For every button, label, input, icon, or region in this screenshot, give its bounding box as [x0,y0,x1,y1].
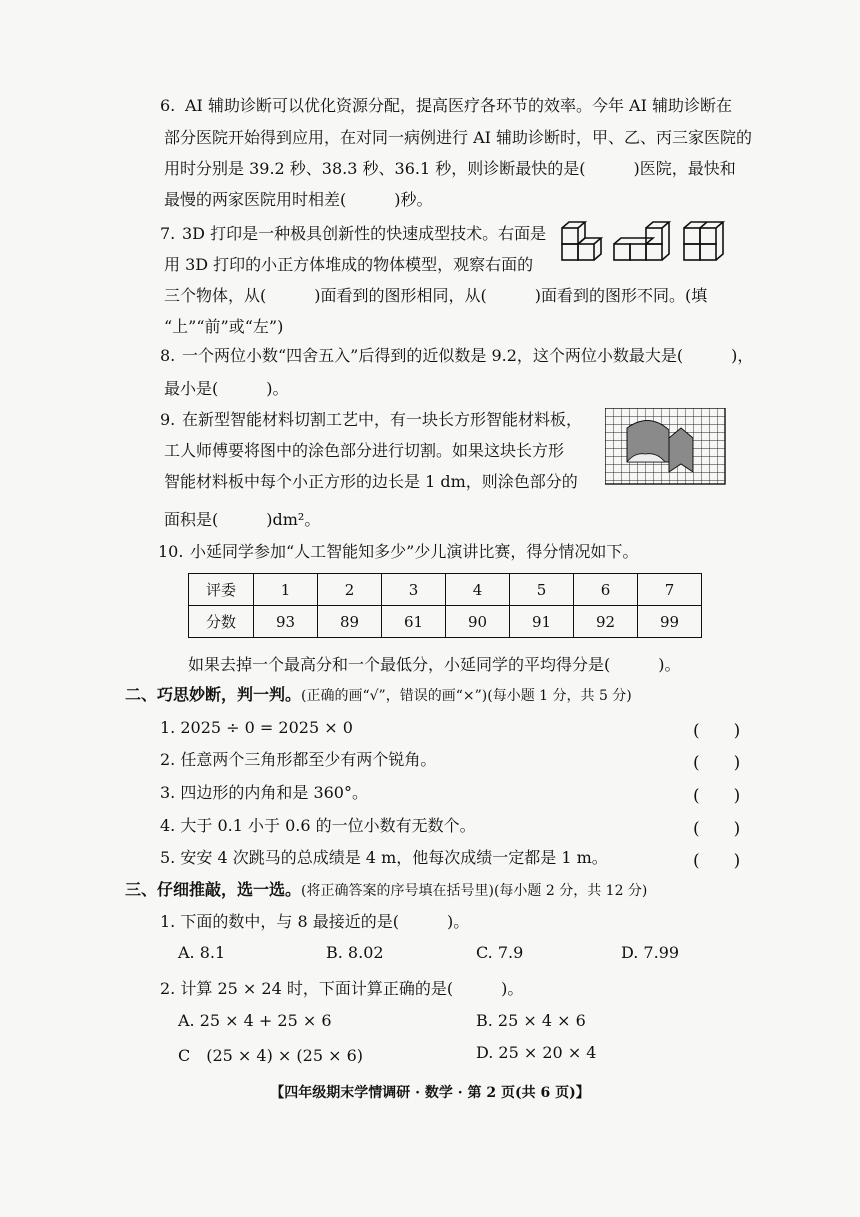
answer-paren[interactable]: ( ) [693,819,741,839]
item-text: 大于 0.1 小于 0.6 的一位小数有无数个。 [180,816,476,835]
q9-line-1: 在新型智能材料切割工艺中，有一块长方形智能材料板， [182,410,583,429]
option-a[interactable]: A. 8.1 [178,943,226,962]
section3-title: 三、仔细推敲，选一选。 [125,880,302,899]
item-text: 下面的数中，与 8 最接近的是( )。 [180,912,470,931]
score-table [188,573,702,638]
choice-q1 [160,911,469,933]
section2-score: (每小题 1 分，共 5 分) [487,688,632,704]
answer-paren[interactable]: ( ) [693,753,741,773]
q10-number: 10. [158,542,184,561]
q9-line-3: 智能材料板中每个小正方形的边长是 1 dm，则涂色部分的 [164,472,578,491]
q7-line-1: 3D 打印是一种极具创新性的快速成型技术。右面是 [182,224,547,243]
q8-line-1: 一个两位小数“四舍五入”后得到的近似数是 9.2，这个两位小数最大是( )， [182,346,754,365]
choice-q2 [160,978,523,1000]
judge-cell: 6 [574,574,638,606]
q6-line-4: 最慢的两家医院用时相差( )秒。 [164,190,433,209]
judge-item-5 [160,847,608,869]
table-row [189,574,702,606]
score-cell: 91 [510,606,574,638]
option-c[interactable]: C (25 × 4) × (25 × 6) [178,1046,364,1065]
item-number: 5. [160,848,176,867]
item-text: 任意两个三角形都至少有两个锐角。 [180,750,437,769]
section2-note: (正确的画“√”，错误的画“×”) [301,688,488,704]
q6-line-1: AI 辅助诊断可以优化资源分配，提高医疗各环节的效率。今年 AI 辅助诊断在 [185,96,733,115]
score-cell: 90 [446,606,510,638]
q6-number: 6. [160,96,176,115]
judge-cell: 5 [510,574,574,606]
score-cell: 92 [574,606,638,638]
judge-item-1 [160,717,353,739]
item-number: 1. [160,718,176,737]
section3-header [125,879,647,902]
option-a[interactable]: A. 25 × 4 + 25 × 6 [178,1011,332,1030]
item-text: 四边形的内角和是 360°。 [180,783,368,802]
score-cell: 61 [382,606,446,638]
judge-cell: 1 [254,574,318,606]
table-row-head: 评委 [189,574,254,606]
answer-paren[interactable]: ( ) [693,721,741,741]
judge-item-4 [160,815,476,837]
table-row [189,606,702,638]
answer-paren[interactable]: ( ) [693,786,741,806]
item-text: 2025 ÷ 0 = 2025 × 0 [180,718,353,737]
q9-number: 9. [160,410,176,429]
judge-cell: 7 [638,574,702,606]
judge-item-2 [160,749,436,771]
answer-paren[interactable]: ( ) [693,851,741,871]
q8-number: 8. [160,346,176,365]
option-b[interactable]: B. 8.02 [326,943,384,962]
score-cell: 93 [254,606,318,638]
q10-line-2: 如果去掉一个最高分和一个最低分，小延同学的平均得分是( )。 [188,655,681,674]
judge-cell: 3 [382,574,446,606]
score-cell: 89 [318,606,382,638]
q9-line-2: 工人师傅要将图中的涂色部分进行切割。如果这块长方形 [164,441,565,460]
item-text: 计算 25 × 24 时，下面计算正确的是( )。 [180,979,524,998]
judge-cell: 2 [318,574,382,606]
item-number: 1. [160,912,176,931]
q8-line-2: 最小是( )。 [164,379,289,398]
section3-note: (将正确答案的序号填在括号里) [301,883,494,899]
judge-cell: 4 [446,574,510,606]
item-text: 安安 4 次跳马的总成绩是 4 m，他每次成绩一定都是 1 m。 [180,848,608,867]
item-number: 2. [160,750,176,769]
table-row-head: 分数 [189,606,254,638]
item-number: 2. [160,979,176,998]
section2-header [125,684,632,707]
q9-line-4: 面积是( )dm²。 [164,510,321,529]
option-d[interactable]: D. 25 × 20 × 4 [476,1043,597,1062]
page-footer: 【四年级期末学情调研 · 数学 · 第 2 页(共 6 页)】 [270,1085,590,1101]
q6-line-2: 部分医院开始得到应用，在对同一病例进行 AI 辅助诊断时，甲、乙、丙三家医院的 [164,128,753,147]
q6-line-3: 用时分别是 39.2 秒、38.3 秒、36.1 秒，则诊断最快的是( )医院，最快和 [164,159,736,178]
section3-score: (每小题 2 分，共 12 分) [493,883,648,899]
item-number: 3. [160,783,176,802]
grid-shaded-figure [605,408,727,486]
cube-models-figure [558,218,748,266]
q7-number: 7. [160,224,176,243]
section2-title: 二、巧思妙断，判一判。 [125,685,302,704]
item-number: 4. [160,816,176,835]
option-b[interactable]: B. 25 × 4 × 6 [476,1011,586,1030]
q7-line-4: “上”“前”或“左”) [164,317,284,336]
option-c[interactable]: C. 7.9 [476,943,524,962]
judge-item-3 [160,782,368,804]
score-cell: 99 [638,606,702,638]
q10-line-1: 小延同学参加“人工智能知多少”少儿演讲比赛，得分情况如下。 [190,542,639,561]
q7-line-2: 用 3D 打印的小正方体堆成的物体模型，观察右面的 [164,255,534,274]
option-d[interactable]: D. 7.99 [621,943,680,962]
q7-line-3: 三个物体，从( )面看到的图形相同，从( )面看到的图形不同。(填 [164,286,708,305]
